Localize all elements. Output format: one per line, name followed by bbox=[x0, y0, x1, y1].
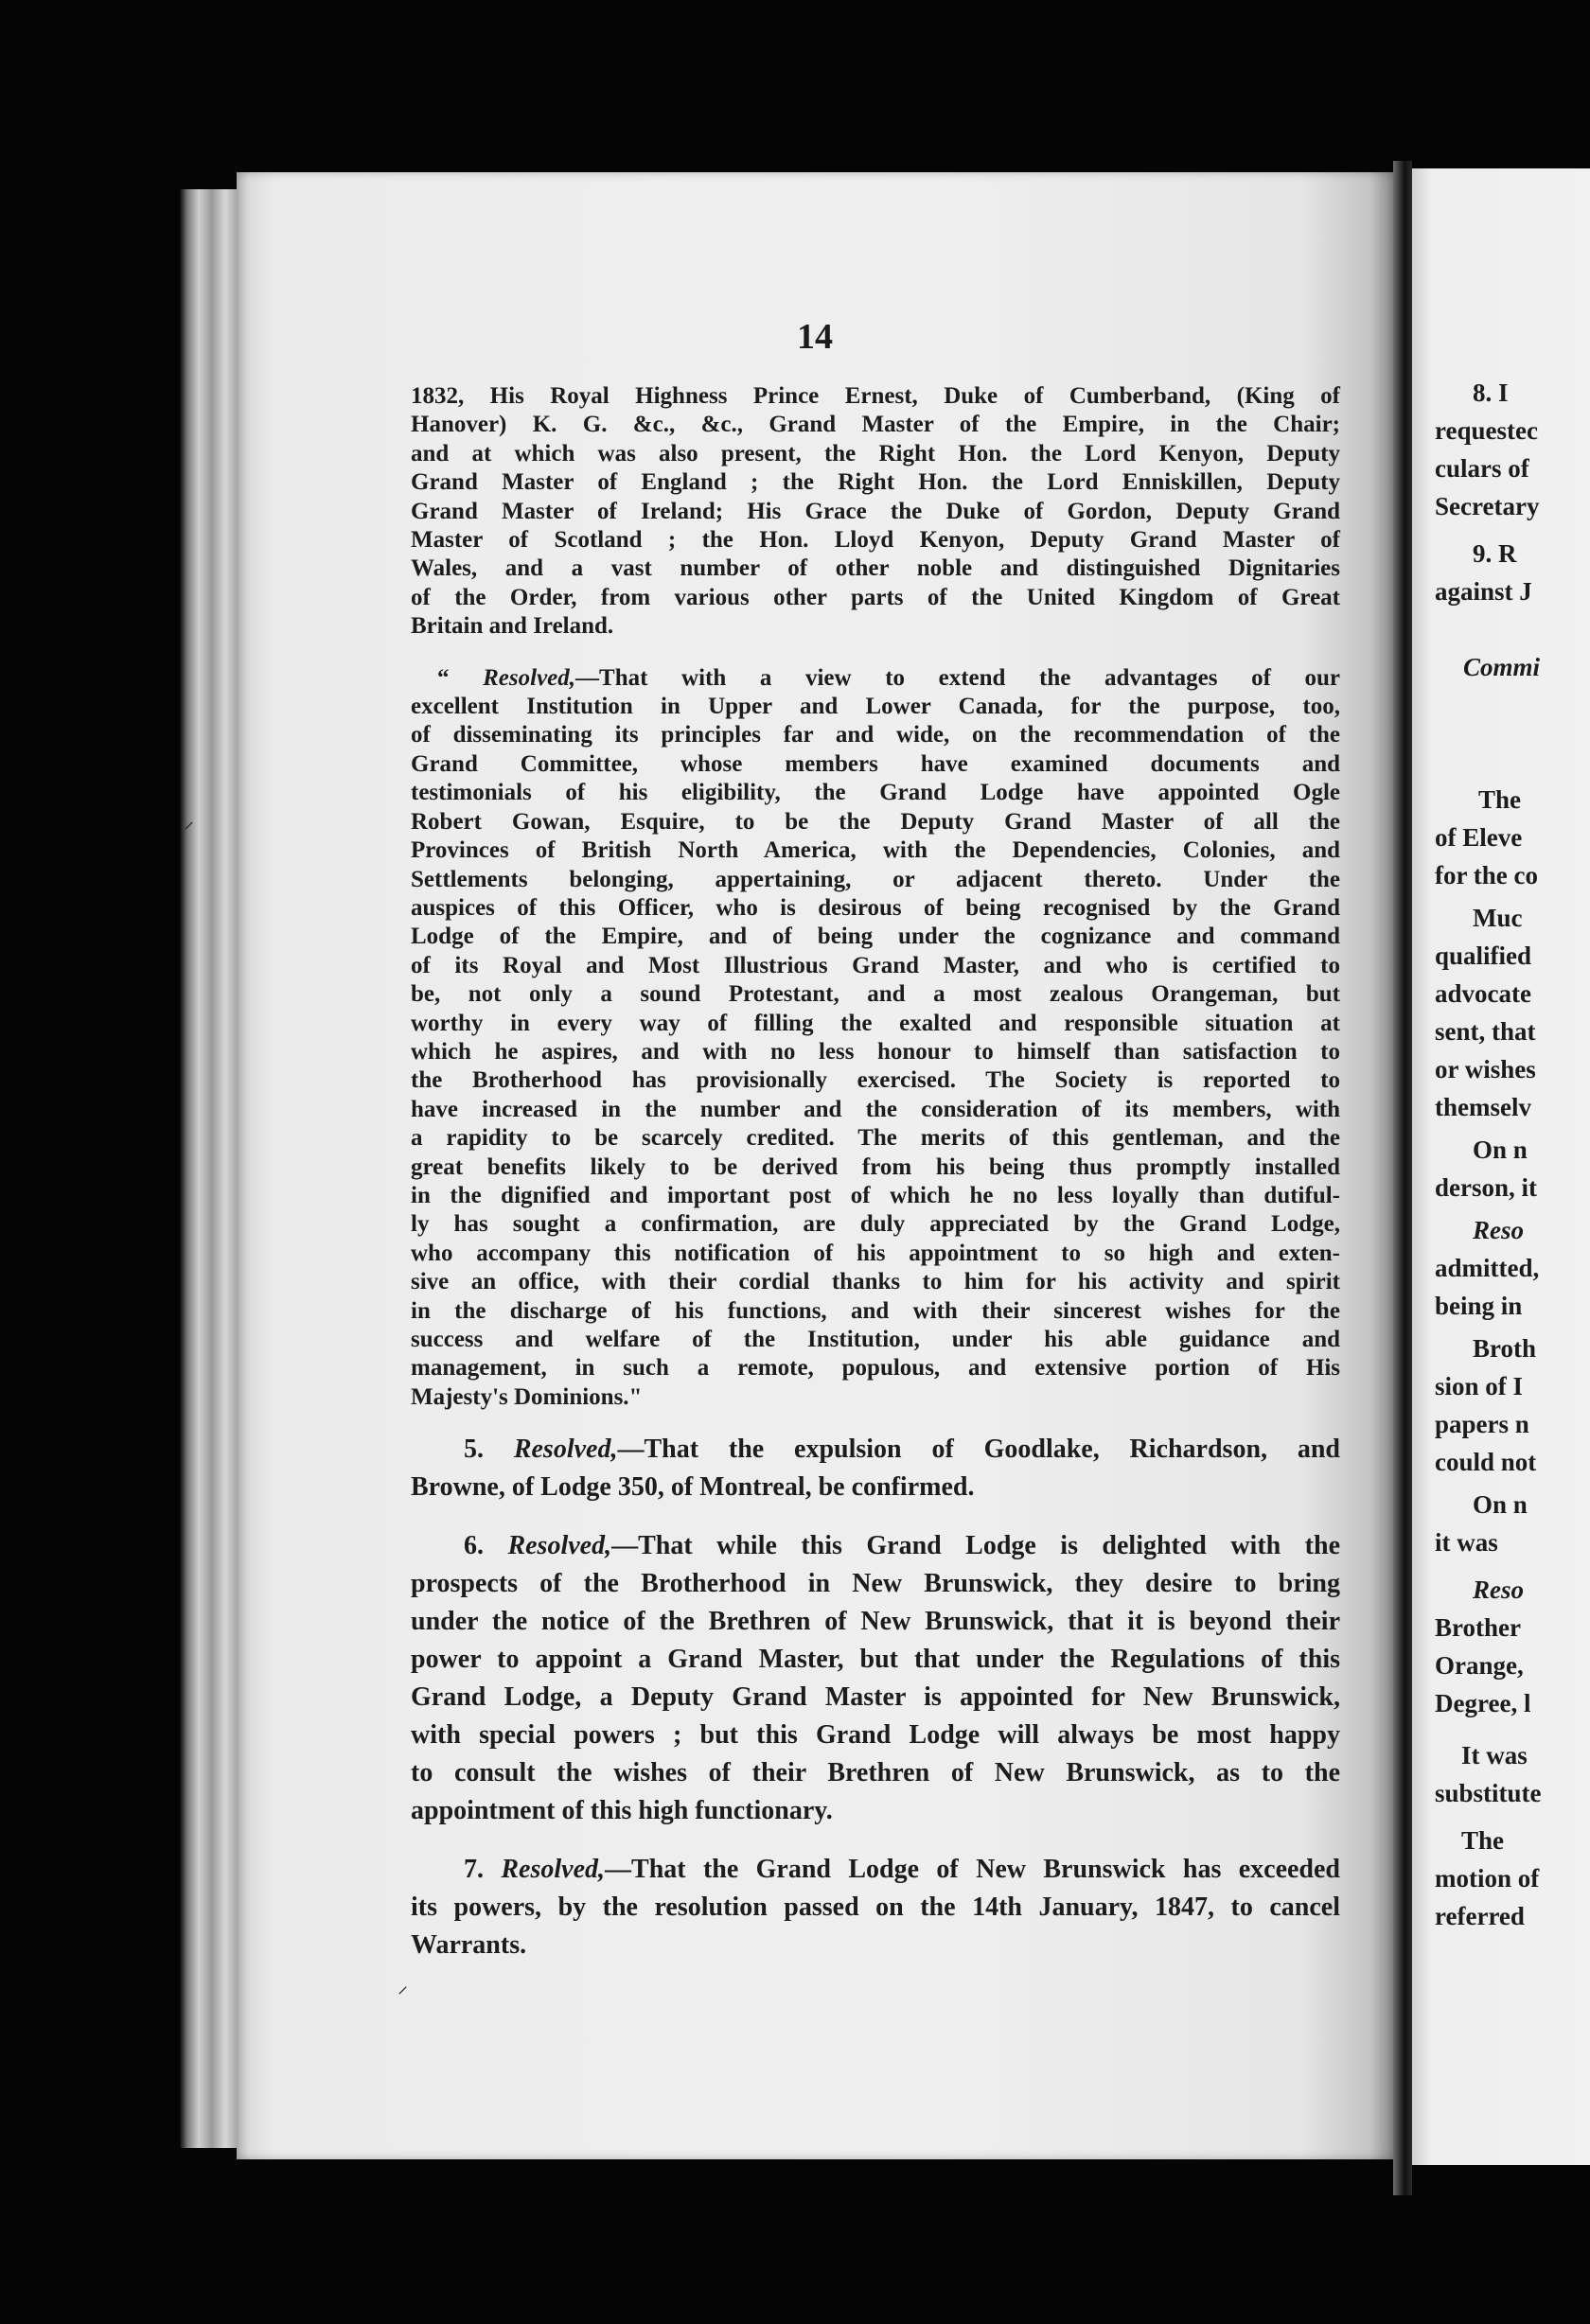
text-line: of Eleve bbox=[1435, 823, 1523, 852]
resolved-label: Resolved, bbox=[483, 664, 576, 691]
text-line: Brother bbox=[1435, 1613, 1521, 1642]
resolved-label: Resolved, bbox=[513, 1435, 618, 1465]
resolved-label: Resolved, bbox=[501, 1855, 606, 1885]
text-line: qualified bbox=[1435, 942, 1532, 970]
resolution-6 bbox=[411, 1527, 1340, 1830]
text-line: Secretary bbox=[1435, 492, 1540, 520]
left-page bbox=[184, 172, 1393, 2159]
text-line: management, in such a remote, populous, and extensive portion of His bbox=[411, 1355, 1340, 1382]
text-line: 1832, His Royal Highness Prince Ernest, Duke of Cumberband, (King of bbox=[411, 383, 1340, 409]
resolution-7 bbox=[411, 1851, 1340, 1964]
text-line: great benefits likely to be derived from his being thus promptly installed bbox=[411, 1153, 1340, 1180]
text-line: Majesty's Dominions." bbox=[411, 1383, 643, 1410]
text-line: Muc bbox=[1473, 904, 1523, 932]
resolution-5 bbox=[411, 1431, 1340, 1506]
text-line: On n bbox=[1473, 1490, 1528, 1519]
text-line: Lodge of the Empire, and of being under the cognizance and command bbox=[411, 924, 1340, 950]
text-fragment: —That while this Grand Lodge is delighted with the bbox=[611, 1531, 1340, 1561]
text-line: be, not only a sound Protestant, and a most zealous Orangeman, but bbox=[411, 981, 1340, 1008]
text-line: 8. I bbox=[1473, 379, 1509, 407]
resolution-number: 5. bbox=[464, 1435, 484, 1465]
text-line: Reso bbox=[1473, 1216, 1524, 1244]
text-line: “ Resolved,—That with a view to extend the advantages of our bbox=[437, 664, 1341, 691]
text-line: derson, it bbox=[1435, 1173, 1537, 1202]
text-line: On n bbox=[1473, 1136, 1528, 1164]
text-line bbox=[411, 1851, 1340, 1889]
text-line: Orange, bbox=[1435, 1651, 1524, 1680]
text-line bbox=[411, 1527, 1340, 1565]
text-line: The bbox=[1461, 1826, 1505, 1855]
text-line: Reso bbox=[1473, 1576, 1524, 1604]
quoted-resolution bbox=[411, 664, 1340, 1413]
text-line: substitute bbox=[1435, 1779, 1542, 1807]
text-line: Master of Scotland ; the Hon. Lloyd Kenyon, Deputy Grand Master of bbox=[411, 527, 1340, 554]
text-line: of the Order, from various other parts of the United Kingdom of Great bbox=[411, 584, 1340, 610]
text-line: being in bbox=[1435, 1292, 1523, 1320]
text-line: Grand Committee, whose members have examined documents and bbox=[411, 750, 1340, 777]
text-line bbox=[411, 1431, 1340, 1469]
text-line: under the notice of the Brethren of New Brunswick, that it is beyond their bbox=[411, 1607, 1340, 1637]
text-line: of disseminating its principles far and wide, on the recommendation of the bbox=[411, 722, 1340, 748]
text-line: in the discharge of his functions, and with their sincerest wishes for the bbox=[411, 1297, 1340, 1324]
text-line: referred bbox=[1435, 1902, 1525, 1930]
left-page-edge bbox=[180, 189, 237, 2148]
resolved-label: Resolved, bbox=[507, 1531, 612, 1561]
text-line: Britain and Ireland. bbox=[411, 613, 614, 640]
page-body bbox=[411, 382, 1340, 1964]
text-line: its powers, by the resolution passed on the 14th January, 1847, to cancel bbox=[411, 1893, 1340, 1923]
text-line: Grand Master of Ireland; His Grace the Duke of Gordon, Deputy Grand bbox=[411, 498, 1340, 524]
text-line: or wishes bbox=[1435, 1055, 1536, 1083]
text-line: ly has sought a confirmation, are duly appreciated by the Grand Lodge, bbox=[411, 1211, 1340, 1238]
text-line: Browne, of Lodge 350, of Montreal, be confirmed. bbox=[411, 1472, 975, 1503]
stray-mark: ⸝ bbox=[184, 809, 195, 833]
text-line: papers n bbox=[1435, 1410, 1529, 1438]
text-line: Hanover) K. G. &c., &c., Grand Master of the Empire, in the Chair; bbox=[411, 412, 1340, 438]
paragraph-1 bbox=[411, 382, 1340, 642]
text-line: of its Royal and Most Illustrious Grand Master, and who is certified to bbox=[411, 952, 1340, 978]
text-line: motion of bbox=[1435, 1864, 1540, 1893]
text-line: auspices of this Officer, who is desirous of being recognised by the Grand bbox=[411, 894, 1340, 921]
text-line: requestec bbox=[1435, 416, 1538, 445]
text-line: to consult the wishes of their Brethren of New Brunswick, as to the bbox=[411, 1758, 1340, 1788]
text-line: 9. R bbox=[1473, 539, 1517, 568]
text-line: themselv bbox=[1435, 1093, 1531, 1121]
text-line: Grand Master of England ; the Right Hon. the Lord Enniskillen, Deputy bbox=[411, 469, 1340, 496]
text-line: who accompany this notification of his appointment to so high and exten- bbox=[411, 1240, 1340, 1266]
text-line: a rapidity to be scarcely credited. The merits of this gentleman, and the bbox=[411, 1125, 1340, 1152]
text-line: admitted, bbox=[1435, 1254, 1540, 1282]
text-line: prospects of the Brotherhood in New Brunswick, they desire to bring bbox=[411, 1569, 1340, 1599]
text-line: worthy in every way of filling the exalted and responsible situation at bbox=[411, 1010, 1340, 1036]
text-line: It was bbox=[1461, 1741, 1528, 1769]
text-line: which he aspires, and with no less honour to himself than satisfaction to bbox=[411, 1038, 1340, 1065]
text-line: power to appoint a Grand Master, but that under the Regulations of this bbox=[411, 1645, 1340, 1675]
text-line: Grand Lodge, a Deputy Grand Master is appointed for New Brunswick, bbox=[411, 1682, 1340, 1713]
text-line: culars of bbox=[1435, 454, 1529, 483]
text-fragment: —That the expulsion of Goodlake, Richardson, and bbox=[617, 1435, 1340, 1465]
text-line: sive an office, with their cordial thanks to him for his activity and spirit bbox=[411, 1269, 1340, 1295]
text-fragment: —That with a view to extend the advantages of our bbox=[575, 664, 1341, 691]
text-line: Provinces of British North America, with the Dependencies, Colonies, and bbox=[411, 837, 1340, 864]
text-line: Settlements belonging, appertaining, or adjacent thereto. Under the bbox=[411, 866, 1340, 892]
text-line: Degree, l bbox=[1435, 1689, 1531, 1717]
text-line: Warrants. bbox=[411, 1930, 527, 1961]
text-line: Broth bbox=[1473, 1334, 1537, 1363]
text-line: appointment of this high functionary. bbox=[411, 1796, 833, 1826]
text-line: in the dignified and important post of which he no less loyally than dutiful- bbox=[411, 1182, 1340, 1208]
text-line: with special powers ; but this Grand Lodge will always be most happy bbox=[411, 1720, 1340, 1751]
stray-mark: ⸍ bbox=[398, 1982, 409, 2006]
book-gutter bbox=[1393, 161, 1412, 2195]
text-fragment: —That the Grand Lodge of New Brunswick has exceeded bbox=[605, 1855, 1341, 1885]
text-line: against J bbox=[1435, 577, 1532, 606]
text-line: Commi bbox=[1463, 653, 1541, 681]
text-line: have increased in the number and the consideration of its members, with bbox=[411, 1096, 1340, 1122]
right-page bbox=[1412, 168, 1590, 2165]
page-number: 14 bbox=[797, 317, 833, 357]
text-line: excellent Institution in Upper and Lower Canada, for the purpose, too, bbox=[411, 694, 1340, 720]
text-line: and at which was also present, the Right Hon. the Lord Kenyon, Deputy bbox=[411, 440, 1340, 467]
text-line: sion of I bbox=[1435, 1372, 1524, 1400]
resolution-number: 7. bbox=[464, 1855, 484, 1885]
text-line: advocate bbox=[1435, 979, 1531, 1008]
text-line: sent, that bbox=[1435, 1017, 1536, 1046]
text-line: could not bbox=[1435, 1448, 1537, 1476]
text-line: it was bbox=[1435, 1528, 1498, 1557]
text-line: for the co bbox=[1435, 861, 1538, 889]
text-line: Robert Gowan, Esquire, to be the Deputy Grand Master of all the bbox=[411, 808, 1340, 835]
resolution-number: 6. bbox=[464, 1531, 484, 1561]
text-line: testimonials of his eligibility, the Grand Lodge have appointed Ogle bbox=[411, 780, 1340, 806]
text-line: Wales, and a vast number of other noble and distinguished Dignitaries bbox=[411, 555, 1340, 582]
text-line: The bbox=[1478, 785, 1522, 814]
text-line: success and welfare of the Institution, under his able guidance and bbox=[411, 1327, 1340, 1352]
text-line: the Brotherhood has provisionally exercised. The Society is reported to bbox=[411, 1067, 1340, 1094]
